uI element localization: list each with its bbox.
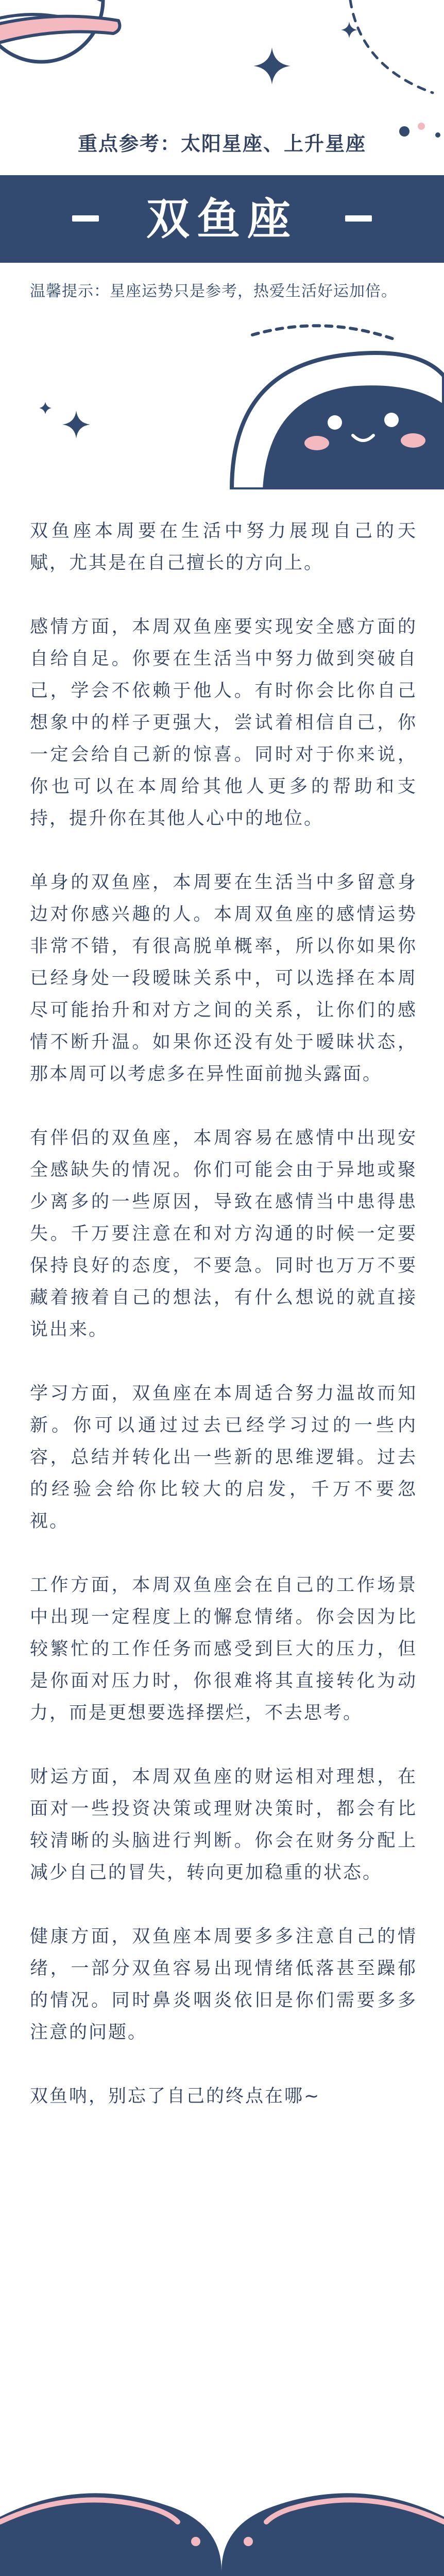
tip-note: 温馨提示：星座运势只是参考，热爱生活好运加倍。 (30, 282, 397, 300)
header (0, 0, 444, 489)
sparkle-icon (251, 45, 293, 87)
footer (0, 2460, 444, 2576)
title-right-bar (345, 215, 372, 222)
sparkle-icon (61, 409, 92, 440)
article-body (0, 515, 444, 2144)
page-title: 双鱼座 (146, 194, 298, 244)
paragraph-love: 感情方面，本周双鱼座要实现安全感方面的自给自足。你要在生活当中努力做到突破自己，学会不依赖于他人。有时你会比你自己想象中的样子更强大，尝试着相信自己，你一定会给自己新的惊喜。同时对于你来说，你也可以在本周给其他人更多的帮助和支持，提升你在其他人心中的地位。 (30, 617, 417, 829)
paragraph-work: 工作方面，本周双鱼座会在自己的工作场景中出现一定程度上的懈怠情绪。你会因为比较繁忙的工作任务而感受到巨大的压力，但是你面对压力时，你很难将其直接转化为动力，而是更想要选择摆烂，不去思考。 (30, 1575, 417, 1723)
paragraph-partnered: 有伴侣的双鱼座，本周容易在感情中出现安全感缺失的情况。你们可能会由于异地或聚少离多的一些原因，导致在感情当中患得患失。千万要注意在和对方沟通的时候一定要保持良好的态度，不要急。同时也万万不要藏着掖着自己的想法，有什么想说的就直接说出来。 (30, 1128, 417, 1340)
blob-mascot-icon (221, 294, 444, 489)
reference-note: 重点参考：太阳星座、上升星座 (77, 132, 366, 155)
planet-icon (0, 0, 124, 72)
sparkle-icon (38, 401, 53, 415)
paragraph-single: 单身的双鱼座，本周要在生活当中多留意身边对你感兴趣的人。本周双鱼座的感情运势非常不错，有很高脱单概率，所以你如果你已经身处一段暧昧关系中，可以选择在本周尽可能抬升和对方之间的关系，让你们的感情不断升温。如果你还没有处于暧昧状态，那本周可以考虑多在异性面前抛头露面。 (30, 872, 417, 1084)
paragraph-closing: 双鱼呐，别忘了自己的终点在哪~ (30, 2086, 321, 2107)
title-banner (0, 175, 444, 263)
footer-background (0, 2460, 444, 2576)
paragraph-study: 学习方面，双鱼座在本周适合努力温故而知新。你可以通过过去已经学习过的一些内容，总结并转化出一些新的思维逻辑。过去的经验会给你比较大的启发，千万不要忽视。 (30, 1383, 417, 1532)
paragraph-wealth: 财运方面，本周双鱼座的财运相对理想，在面对一些投资决策或理财决策时，都会有比较清晰的头脑进行判断。你会在财务分配上减少自己的冒失，转向更加稳重的状态。 (30, 1767, 417, 1883)
paragraph-health: 健康方面，双鱼座本周要多多注意自己的情绪，一部分双鱼容易出现情绪低落甚至躁郁的情况。同时鼻炎咽炎依旧是你们需要多多注意的问题。 (30, 1926, 417, 2043)
paragraph-intro: 双鱼座本周要在生活中努力展现自己的天赋，尤其是在自己擅长的方向上。 (30, 521, 417, 573)
